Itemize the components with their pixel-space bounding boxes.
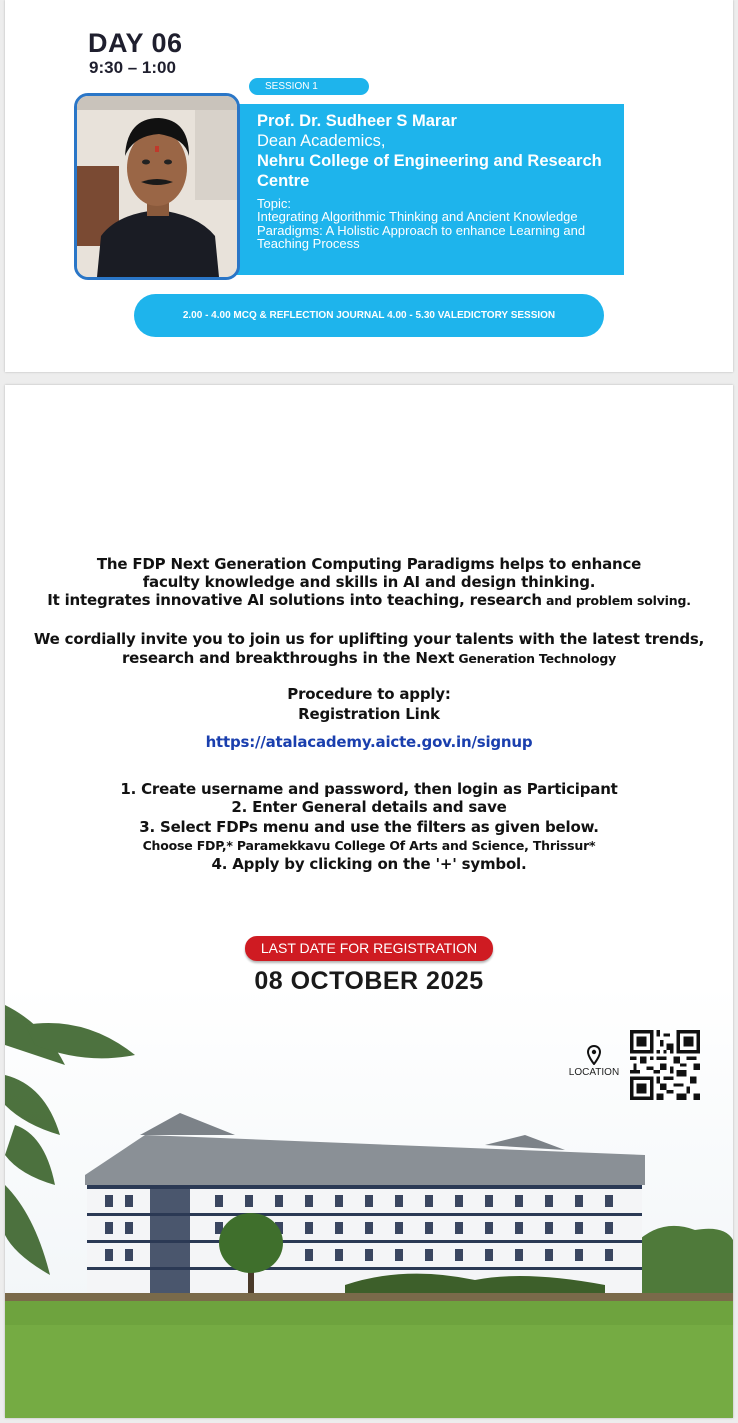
last-date-badge: LAST DATE FOR REGISTRATION <box>245 936 493 961</box>
invite-line-2: research and breakthroughs in the Next Generation Technology <box>121 649 617 667</box>
invite-line-1: We cordially invite you to join us for uplifting your talents with the latest trends, <box>33 630 705 648</box>
step-2: 2. Enter General details and save <box>231 798 507 816</box>
intro-line-3: It integrates innovative AI solutions into teaching, research and problem solving. <box>47 591 691 609</box>
step-filter: Choose FDP,* Paramekkavu College Of Arts and Science, Thrissur* <box>142 838 596 853</box>
speaker-photo <box>74 93 240 280</box>
registration-link[interactable]: https://atalacademy.aicte.gov.in/signup <box>205 733 533 751</box>
session-badge: SESSION 1 <box>249 78 369 95</box>
location-label: LOCATION <box>568 1067 620 1078</box>
day-title: DAY 06 <box>88 28 183 58</box>
topic-label: Topic: <box>257 196 291 211</box>
speaker-name: Prof. Dr. Sudheer S Marar <box>257 112 457 130</box>
intro-line-2: faculty knowledge and skills in AI and design thinking. <box>142 573 596 591</box>
topic-text: Integrating Algorithmic Thinking and Ancient Knowledge Paradigms: A Holistic Approach to enhance Learning and Teaching Process <box>257 209 586 251</box>
step-3: 3. Select FDPs menu and use the filters as given below. <box>139 818 599 836</box>
invitation-card <box>5 385 733 1418</box>
day-time: 9:30 – 1:00 <box>89 58 176 77</box>
qr-code[interactable] <box>630 1030 700 1100</box>
step-1: 1. Create username and password, then login as Participant <box>120 780 618 798</box>
last-date-value: 08 OCTOBER 2025 <box>254 967 484 995</box>
speaker-info-box <box>233 104 624 275</box>
intro-line-1: The FDP Next Generation Computing Paradigms helps to enhance <box>96 555 642 573</box>
location-pin-icon <box>587 1045 601 1065</box>
schedule-banner: 2.00 - 4.00 MCQ & REFLECTION JOURNAL 4.00 - 5.30 VALEDICTORY SESSION <box>134 294 604 337</box>
location-link[interactable] <box>560 1045 628 1078</box>
procedure-heading: Procedure to apply: <box>287 685 451 703</box>
speaker-role: Dean Academics, <box>257 132 386 150</box>
day-06-card <box>5 0 733 372</box>
step-4: 4. Apply by clicking on the '+' symbol. <box>211 855 527 873</box>
speaker-organization: Nehru College of Engineering and Research Centre <box>257 152 602 190</box>
procedure-subheading: Registration Link <box>298 705 440 723</box>
